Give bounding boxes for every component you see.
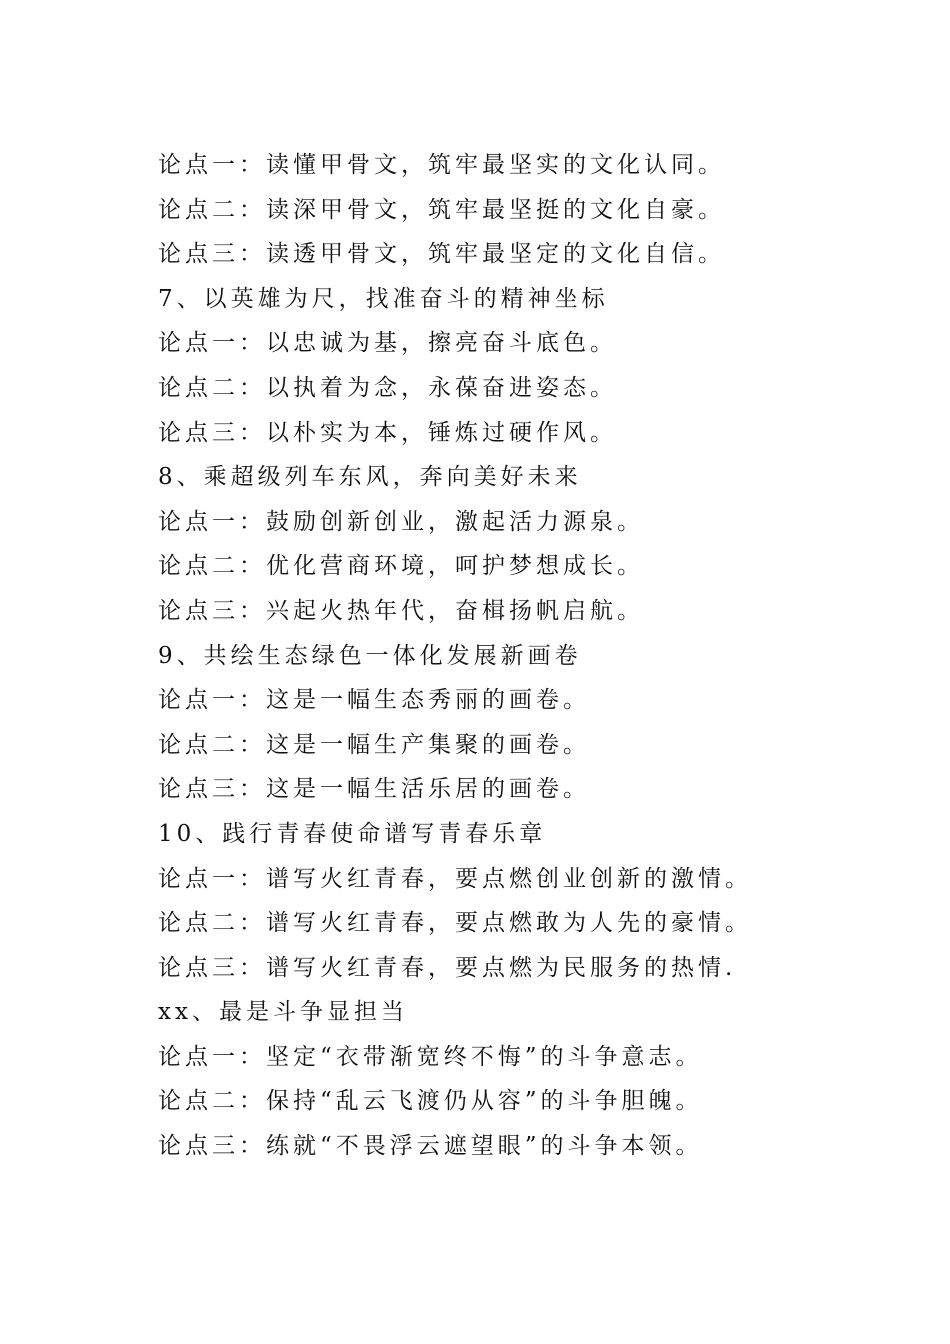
document-body [158, 143, 798, 1169]
section-heading: 7、以英雄为尺，找准奋斗的精神坐标 [158, 285, 609, 312]
text-line: 论点三：兴起火热年代，奋楫扬帆启航。 [158, 597, 644, 624]
text-line: 论点二：优化营商环境，呵护梦想成长。 [158, 553, 644, 580]
text-line: 论点二：谱写火红青春，要点燃敢为人先的豪情。 [158, 910, 752, 937]
text-line: 论点三：读透甲骨文，筑牢最坚定的文化自信。 [158, 241, 725, 268]
section-heading: 8、乘超级列车东风，奔向美好未来 [158, 464, 582, 491]
text-line: 论点三：谱写火红青春，要点燃为民服务的热情. [158, 954, 737, 981]
text-line: 论点一：读懂甲骨文，筑牢最坚实的文化认同。 [158, 152, 725, 178]
text-line: 论点三：这是一幅生活乐居的画卷。 [158, 776, 590, 803]
text-line: 论点一：这是一幅生态秀丽的画卷。 [158, 687, 590, 714]
text-line: 论点二：这是一幅生产集聚的画卷。 [158, 731, 590, 758]
section-heading: xx、最是斗争显担当 [158, 999, 408, 1026]
text-line: 论点三：练就“不畏浮云遮望眼”的斗争本领。 [158, 1133, 703, 1160]
text-line: 论点一：谱写火红青春，要点燃创业创新的激情。 [158, 865, 752, 892]
text-line: 论点三：以朴实为本，锤炼过硬作风。 [158, 419, 617, 446]
text-line: 论点一：以忠诚为基，擦亮奋斗底色。 [158, 330, 617, 357]
text-line: 论点二：以执着为念，永葆奋进姿态。 [158, 374, 617, 401]
section-heading: 9、共绘生态绿色一体化发展新画卷 [158, 642, 582, 669]
text-line: 论点一：鼓励创新创业，激起活力源泉。 [158, 508, 644, 535]
text-line: 论点二：读深甲骨文，筑牢最坚挺的文化自豪。 [158, 196, 725, 223]
section-heading: 10、践行青春使命谱写青春乐章 [158, 820, 547, 847]
text-line: 论点二：保持“乱云飞渡仍从容”的斗争胆魄。 [158, 1088, 703, 1115]
text-line: 论点一：坚定“衣带渐宽终不悔”的斗争意志。 [158, 1043, 703, 1070]
